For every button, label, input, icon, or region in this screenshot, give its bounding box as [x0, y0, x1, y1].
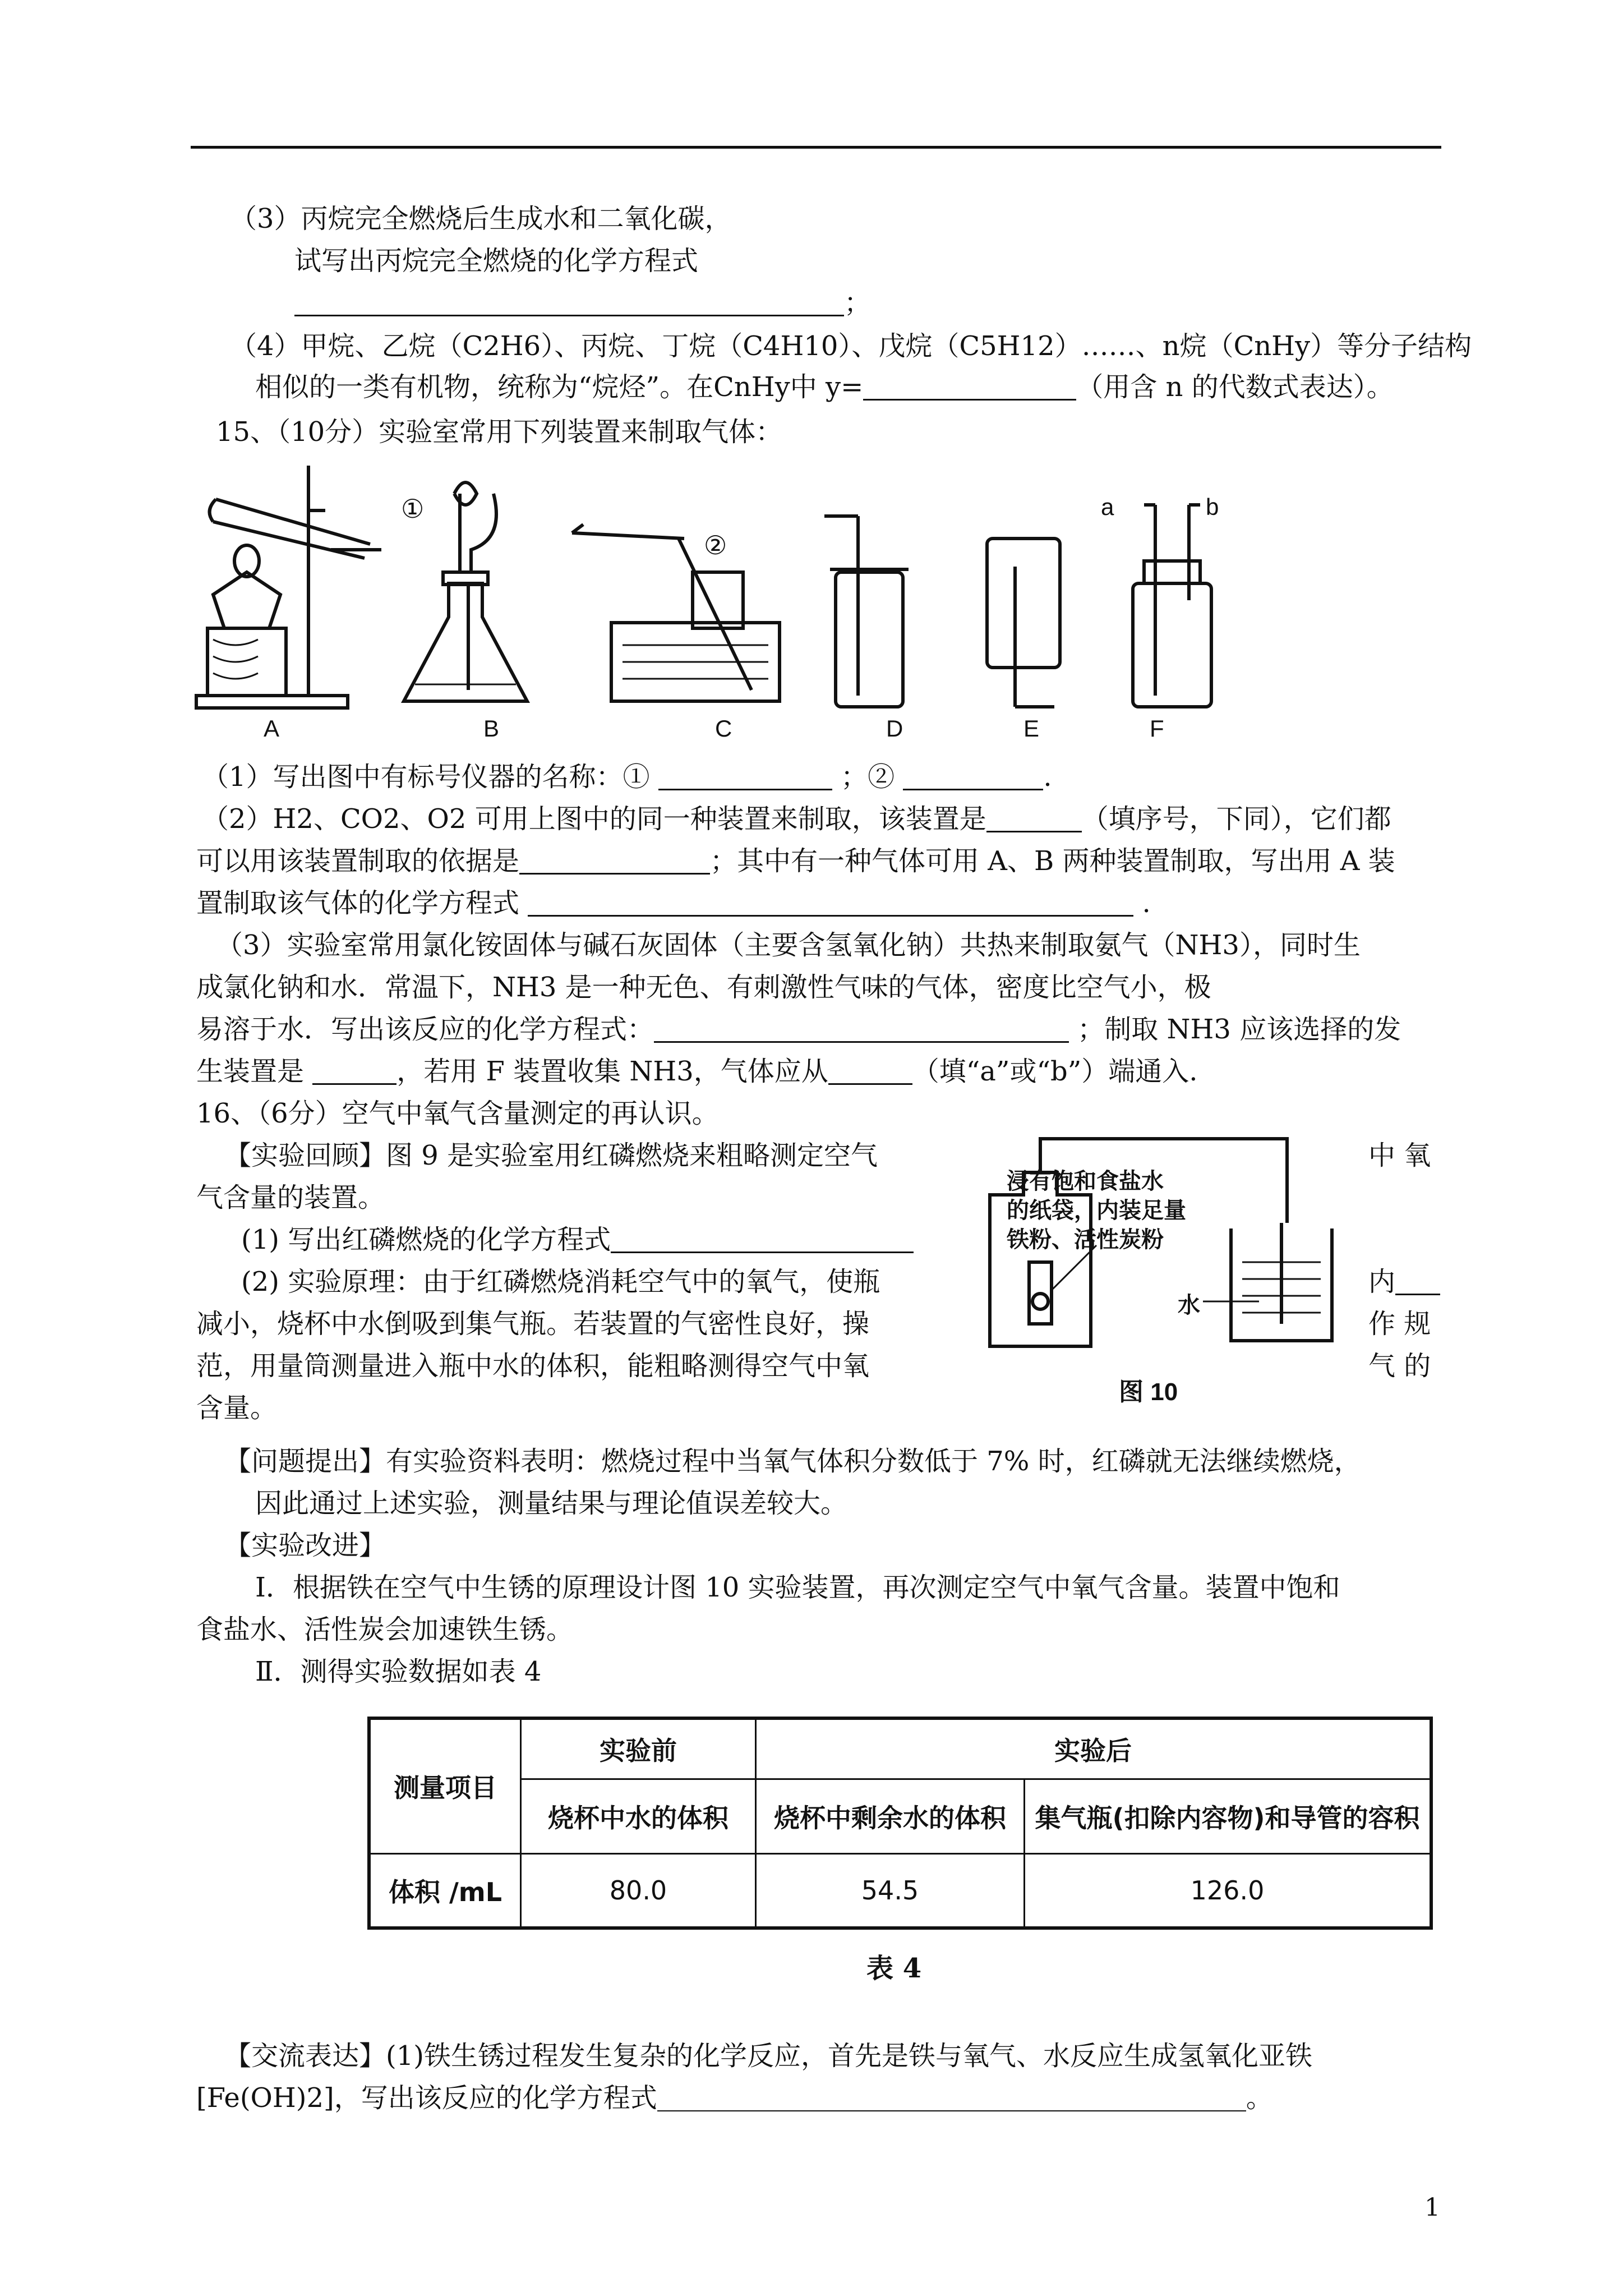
q15-p3-line4-text-b: ，若用 F 装置收集 NH3，气体应从 [396, 1056, 828, 1087]
fig10-note-line3: 铁粉、活性炭粉 [1007, 1227, 1164, 1252]
answer-blank[interactable] [611, 1223, 914, 1253]
table-header-after: 实验后 [756, 1718, 1432, 1779]
q14-p3-answer [294, 283, 1539, 323]
q15-p3-line4-text-c: （填“a”或“b”）端通入. [912, 1056, 1198, 1087]
marker-2: ② [704, 531, 727, 560]
q15-p2-line3-end: . [1142, 887, 1151, 919]
answer-blank[interactable] [828, 1055, 912, 1085]
apparatus-e [987, 539, 1060, 707]
fig10-caption: 图 10 [1119, 1378, 1178, 1406]
q15-p2-line2-text-b: ；其中有一种气体可用 A、B 两种装置制取，写出用 A 装 [710, 845, 1395, 877]
port-a-label: a [1101, 494, 1114, 520]
q16-review-b: 中 氧 [1368, 1140, 1431, 1171]
q16-exchange-text: [Fe(OH)2]，写出该反应的化学方程式 [196, 2082, 657, 2114]
apparatus-c [572, 524, 780, 701]
apparatus-d [824, 516, 909, 707]
table-header-before: 实验前 [521, 1718, 756, 1779]
fig10-water-label: 水 [1178, 1293, 1200, 1318]
q14-p3-line2: 试写出丙烷完全燃烧的化学方程式 [294, 245, 699, 277]
answer-blank[interactable] [654, 1013, 1069, 1043]
q15-p3-line3-text-a: 易溶于水．写出该反应的化学方程式： [196, 1014, 654, 1045]
q15-p3-line4 [196, 1052, 1441, 1091]
q14-p3-line1: （3）丙烷完全燃烧后生成水和二氧化碳， [230, 203, 732, 234]
q14-p4-line1: （4）甲烷、乙烷（C2H6）、丙烷、丁烷（C4H10）、戊烷（C5H12）……、n烷（CnHy）等分子结构 [230, 330, 1472, 362]
answer-blank[interactable] [986, 803, 1082, 832]
q16-r2-b-text: 内 [1368, 1266, 1396, 1297]
q16-r1 [241, 1220, 970, 1259]
answer-blank[interactable] [863, 371, 1076, 401]
q16-problem2: 因此通过上述实验，测量结果与理论值误差较大。 [255, 1488, 848, 1519]
q16-r2-a: (2) 实验原理：由于红磷燃烧消耗空气中的氧气，使瓶 [241, 1266, 880, 1297]
q14-p4-text-b: （用含 n 的代数式表达）。 [1076, 371, 1394, 403]
q15-p3-line3-text-b: ；制取 NH3 应该选择的发 [1077, 1014, 1401, 1045]
label-a: A [264, 715, 280, 742]
q15-p3-line3 [196, 1010, 1441, 1049]
label-f: F [1150, 715, 1164, 742]
q15-p1-end: . [1043, 761, 1052, 793]
q16-exchange-end: 。 [1246, 2082, 1273, 2114]
label-d: D [886, 715, 903, 742]
q16-i1-line1: Ⅰ．根据铁在空气中生锈的原理设计图 10 实验装置，再次测定空气中氧气含量。装置中饱和 [255, 1572, 1340, 1603]
table-col-3: 集气瓶(扣除内容物)和导管的容积 [1025, 1779, 1432, 1854]
answer-blank[interactable] [519, 845, 710, 875]
q15-p3-line1: （3）实验室常用氯化铵固体与碱石灰固体（主要含氢氧化钠）共热来制取氨气（NH3），同时生 [216, 930, 1361, 961]
table-value-3: 126.0 [1025, 1853, 1432, 1928]
q16-exchange-line1: 【交流表达】(1)铁生锈过程发生复杂的化学反应，首先是铁与氧气、水反应生成氢氧化亚铁 [224, 2040, 1312, 2072]
q16-r3-b: 作 规 [1368, 1308, 1431, 1340]
table-col-1: 烧杯中水的体积 [521, 1779, 756, 1854]
table-value-2: 54.5 [756, 1853, 1025, 1928]
q16-r4-a: 范，用量筒测量进入瓶中水的体积，能粗略测得空气中氧 [196, 1350, 870, 1382]
q16-i2: Ⅱ．测得实验数据如表 4 [255, 1656, 542, 1687]
q15-p2-line2 [196, 841, 1441, 881]
fig10-note [1007, 1167, 1186, 1254]
answer-blank[interactable] [1395, 1266, 1440, 1295]
page-number: 1 [1424, 2193, 1440, 2222]
marker-1: ① [401, 494, 425, 523]
fig10-note-line2: 的纸袋，内装足量 [1007, 1198, 1186, 1223]
answer-blank[interactable] [658, 761, 832, 790]
answer-blank[interactable] [294, 287, 844, 316]
fig10-note-line1: 浸有饱和食盐水 [1007, 1169, 1164, 1194]
q15-p3-line4-text-a: 生装置是 [196, 1056, 305, 1087]
data-table-4 [367, 1717, 1433, 1930]
answer-blank[interactable] [903, 761, 1043, 790]
q15-p2-line3-text: 置制取该气体的化学方程式 [196, 887, 520, 919]
port-b-label: b [1206, 494, 1219, 520]
q16-r2-b [1368, 1262, 1447, 1301]
q15-p2-line3 [196, 884, 1441, 923]
q14-p3-end: ； [844, 287, 872, 319]
q16-title: 16、（6分）空气中氧气含量测定的再认识。 [196, 1098, 719, 1129]
table-caption: 表 4 [866, 1953, 922, 1984]
q14-p4-text-a: 相似的一类有机物，统称为“烷烃”。在CnHy中 y= [255, 371, 864, 403]
label-b: B [483, 715, 500, 742]
answer-blank[interactable] [657, 2082, 1246, 2111]
table-row-label: 体积 /mL [369, 1853, 521, 1928]
q15-p1-text-a: （1）写出图中有标号仪器的名称：① [202, 761, 650, 793]
q15-p1 [202, 757, 1447, 797]
q15-p3-line2: 成氯化钠和水．常温下，NH3 是一种无色、有刺激性气味的气体，密度比空气小，极 [196, 972, 1211, 1003]
table-value-1: 80.0 [521, 1853, 756, 1928]
q15-p2-text-a: （2）H2、CO2、O2 可用上图中的同一种装置来制取，该装置是 [202, 803, 986, 835]
header-rule [191, 146, 1441, 149]
q16-r1-text: (1) 写出红磷燃烧的化学方程式 [241, 1224, 611, 1255]
q16-i1-line2: 食盐水、活性炭会加速铁生锈。 [196, 1614, 574, 1645]
q15-p1-text-b: ；② [841, 761, 895, 793]
q16-problem1: 【问题提出】有实验资料表明：燃烧过程中当氧气体积分数低于 7% 时，红磷就无法继续燃烧， [224, 1446, 1361, 1477]
q15-p2-line1 [202, 799, 1447, 839]
answer-blank[interactable] [312, 1055, 396, 1085]
q15-p2-line2-text-a: 可以用该装置制取的依据是 [196, 845, 520, 877]
figure-10 [967, 1133, 1360, 1414]
table-header-item: 测量项目 [369, 1718, 521, 1853]
label-e: E [1023, 715, 1040, 742]
label-c: C [715, 715, 732, 742]
apparatus-a [196, 466, 381, 708]
q16-r4-b: 气 的 [1368, 1350, 1431, 1382]
q16-r5: 含量。 [196, 1392, 278, 1424]
q15-title: 15、（10分）实验室常用下列装置来制取气体： [216, 416, 783, 448]
answer-blank[interactable] [528, 887, 1133, 917]
q16-review-a: 【实验回顾】图 9 是实验室用红磷燃烧来粗略测定空气 [224, 1140, 878, 1171]
q16-r3-a: 减小，烧杯中水倒吸到集气瓶。若装置的气密性良好，操 [196, 1308, 870, 1340]
table-col-2: 烧杯中剩余水的体积 [756, 1779, 1025, 1854]
q16-review2: 气含量的装置。 [196, 1182, 385, 1213]
apparatus-f [1133, 505, 1211, 707]
q16-improve: 【实验改进】 [224, 1530, 386, 1561]
apparatus-figure [191, 460, 1441, 718]
q16-exchange-line2 [196, 2078, 1441, 2118]
q14-p4-line2 [255, 367, 1500, 407]
q15-p2-text-b: （填序号，下同），它们都 [1081, 803, 1391, 835]
